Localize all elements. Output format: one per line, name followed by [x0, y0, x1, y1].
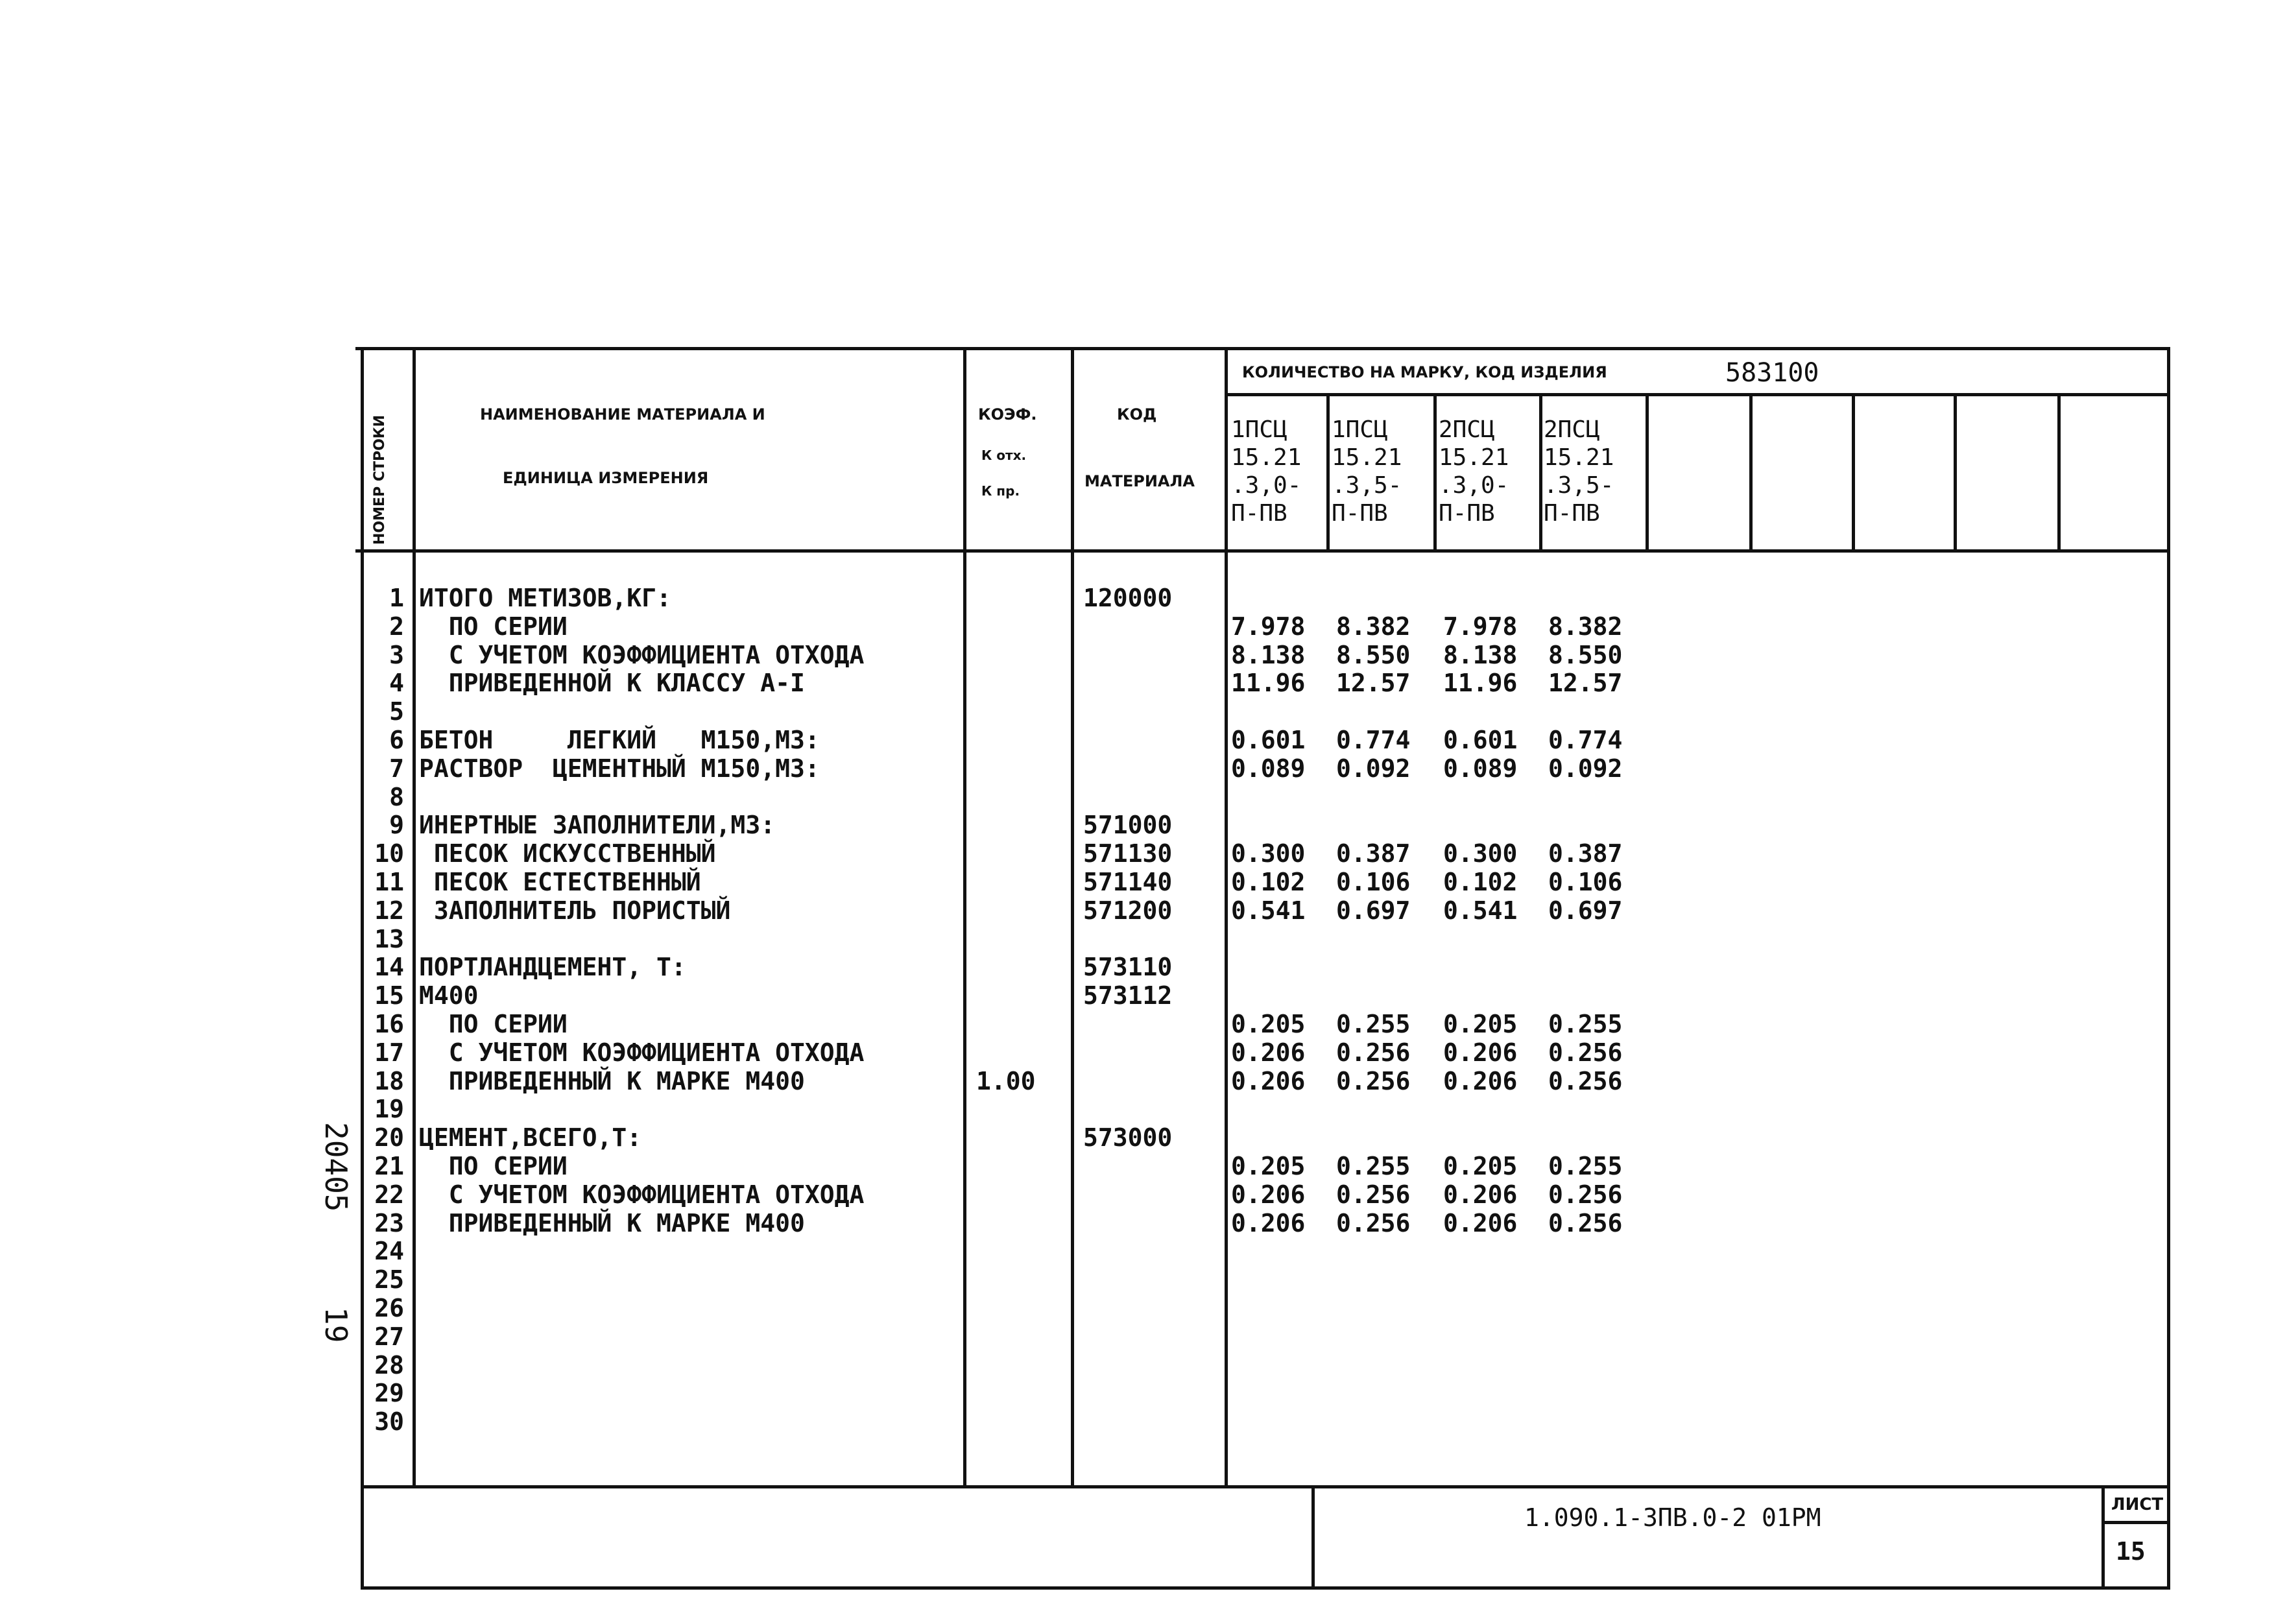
quantity-value: 0.697: [1336, 896, 1411, 925]
row-number: 8: [389, 783, 404, 811]
material-name: ПО СЕРИИ: [419, 1010, 568, 1038]
quantity-value: 0.089: [1443, 754, 1518, 783]
quantity-value: 0.256: [1548, 1067, 1623, 1095]
row-number: 27: [374, 1322, 404, 1351]
quantity-value: 0.206: [1231, 1180, 1306, 1209]
page-mark: 19: [318, 1307, 353, 1343]
koef-header-line2: К отх.: [981, 448, 1027, 463]
archive-number: 20405: [318, 1122, 353, 1212]
frame-top: [355, 347, 2170, 350]
quantity-value: 8.382: [1336, 612, 1411, 641]
document-code: 1.090.1-3ПВ.0-2 01РМ: [1524, 1503, 1821, 1532]
quantity-value: 0.256: [1336, 1038, 1411, 1067]
sheet-number: 15: [2116, 1537, 2146, 1566]
quantity-value: 0.387: [1548, 839, 1623, 868]
material-name: ЗАПОЛНИТЕЛЬ ПОРИСТЫЙ: [419, 896, 731, 925]
material-code: 571140: [1083, 868, 1173, 896]
row-number: 28: [374, 1351, 404, 1379]
qcol-divider-1: [1326, 393, 1330, 553]
quantity-value: 8.382: [1548, 612, 1623, 641]
column-4-header-line1: 2ПСЦ: [1544, 416, 1600, 443]
quantity-value: 0.102: [1231, 868, 1306, 896]
row-number: 3: [389, 641, 404, 669]
material-code: 573000: [1083, 1123, 1173, 1152]
quantity-value: 8.550: [1336, 641, 1411, 669]
material-name: РАСТВОР ЦЕМЕНТНЫЙ М150,М3:: [419, 754, 820, 783]
quantity-value: 0.300: [1231, 839, 1306, 868]
quantity-value: 0.102: [1443, 868, 1518, 896]
qcol-divider-6: [1852, 393, 1855, 553]
qcol-divider-5: [1749, 393, 1753, 553]
code-header-line1: КОД: [1117, 405, 1157, 424]
quantity-value: 0.106: [1548, 868, 1623, 896]
material-code: 571000: [1083, 811, 1173, 839]
quantity-value: 0.387: [1336, 839, 1411, 868]
material-name: ЦЕМЕНТ,ВСЕГО,Т:: [419, 1123, 642, 1152]
frame-quantity-divider: [1228, 393, 2170, 396]
quantity-value: 0.256: [1336, 1067, 1411, 1095]
quantity-value: 8.138: [1443, 641, 1518, 669]
quantity-value: 0.255: [1548, 1152, 1623, 1180]
quantity-value: 0.206: [1443, 1180, 1518, 1209]
material-code: 571130: [1083, 839, 1173, 868]
row-number: 4: [389, 669, 404, 697]
row-number: 19: [374, 1095, 404, 1123]
quantity-value: 0.205: [1231, 1010, 1306, 1038]
frame-bottom: [361, 1586, 2170, 1590]
column-2-header-line2: 15.21: [1332, 444, 1402, 471]
row-number: 15: [374, 981, 404, 1010]
qcol-divider-8: [2057, 393, 2061, 553]
column-4-header-line4: П-ПВ: [1544, 500, 1600, 527]
row-number: 17: [374, 1038, 404, 1067]
column-2-header-line4: П-ПВ: [1332, 500, 1388, 527]
quantity-value: 0.601: [1443, 726, 1518, 754]
quantity-value: 0.774: [1548, 726, 1623, 754]
quantity-value: 0.206: [1231, 1038, 1306, 1067]
row-number: 30: [374, 1407, 404, 1436]
row-number: 13: [374, 925, 404, 953]
row-number: 22: [374, 1180, 404, 1209]
material-name: ПРИВЕДЕННЫЙ К МАРКЕ М400: [419, 1067, 805, 1095]
quantity-value: 0.697: [1548, 896, 1623, 925]
quantity-header: КОЛИЧЕСТВО НА МАРКУ, КОД ИЗДЕЛИЯ: [1242, 363, 1607, 381]
quantity-value: 0.255: [1336, 1010, 1411, 1038]
quantity-value: 0.256: [1548, 1180, 1623, 1209]
row-number: 25: [374, 1265, 404, 1294]
quantity-value: 0.541: [1443, 896, 1518, 925]
product-code: 583100: [1725, 358, 1819, 388]
quantity-value: 0.206: [1231, 1209, 1306, 1237]
frame-header-bottom: [355, 549, 2170, 553]
quantity-value: 0.089: [1231, 754, 1306, 783]
quantity-value: 0.541: [1231, 896, 1306, 925]
quantity-value: 0.106: [1336, 868, 1411, 896]
quantity-value: 0.206: [1231, 1067, 1306, 1095]
code-header-line2: МАТЕРИАЛА: [1084, 472, 1195, 490]
column-2-header-line1: 1ПСЦ: [1332, 416, 1388, 443]
column-1-header-line3: .3,0-: [1231, 472, 1302, 499]
frame-body-bottom: [361, 1485, 2170, 1488]
waste-coefficient: 1.00: [976, 1067, 1036, 1095]
quantity-value: 0.255: [1336, 1152, 1411, 1180]
quantity-value: 0.092: [1336, 754, 1411, 783]
material-code: 571200: [1083, 896, 1173, 925]
material-name: ИТОГО МЕТИЗОВ,КГ:: [419, 584, 671, 612]
material-name: ПОРТЛАНДЦЕМЕНТ, Т:: [419, 953, 686, 981]
material-name: ПО СЕРИИ: [419, 1152, 568, 1180]
row-number: 29: [374, 1379, 404, 1407]
quantity-value: 11.96: [1443, 669, 1518, 697]
quantity-value: 11.96: [1231, 669, 1306, 697]
row-number: 14: [374, 953, 404, 981]
quantity-value: 7.978: [1231, 612, 1306, 641]
material-name: М400: [419, 981, 479, 1010]
quantity-value: 0.774: [1336, 726, 1411, 754]
row-number: 12: [374, 896, 404, 925]
column-3-header-line3: .3,0-: [1439, 472, 1509, 499]
quantity-value: 12.57: [1548, 669, 1623, 697]
row-number: 11: [374, 868, 404, 896]
row-number: 1: [389, 584, 404, 612]
frame-right: [2167, 347, 2170, 1590]
column-3-header-line1: 2ПСЦ: [1439, 416, 1495, 443]
row-number: 2: [389, 612, 404, 641]
material-name: С УЧЕТОМ КОЭФФИЦИЕНТА ОТХОДА: [419, 1038, 865, 1067]
row-number: 26: [374, 1294, 404, 1322]
column-1-header-line2: 15.21: [1231, 444, 1302, 471]
quantity-value: 12.57: [1336, 669, 1411, 697]
material-name: ИНЕРТНЫЕ ЗАПОЛНИТЕЛИ,М3:: [419, 811, 776, 839]
column-2-header-line3: .3,5-: [1332, 472, 1402, 499]
sheet-box-divider: [2101, 1521, 2170, 1524]
stamp-divider: [1311, 1485, 1315, 1590]
row-number: 7: [389, 754, 404, 783]
quantity-value: 0.256: [1548, 1209, 1623, 1237]
divider-koef: [1071, 347, 1074, 1488]
column-1-header-line1: 1ПСЦ: [1231, 416, 1287, 443]
column-4-header-line3: .3,5-: [1544, 472, 1614, 499]
qcol-divider-4: [1646, 393, 1649, 553]
divider-rownum: [413, 347, 416, 1488]
quantity-value: 0.205: [1231, 1152, 1306, 1180]
quantity-value: 0.256: [1336, 1180, 1411, 1209]
row-number: 9: [389, 811, 404, 839]
quantity-value: 8.550: [1548, 641, 1623, 669]
material-name: С УЧЕТОМ КОЭФФИЦИЕНТА ОТХОДА: [419, 1180, 865, 1209]
name-header-line1: НАИМЕНОВАНИЕ МАТЕРИАЛА И: [480, 405, 765, 424]
row-number: 18: [374, 1067, 404, 1095]
row-number: 21: [374, 1152, 404, 1180]
koef-header-line3: К пр.: [981, 483, 1020, 499]
material-code: 573110: [1083, 953, 1173, 981]
row-number: 16: [374, 1010, 404, 1038]
quantity-value: 0.255: [1548, 1010, 1623, 1038]
material-name: С УЧЕТОМ КОЭФФИЦИЕНТА ОТХОДА: [419, 641, 865, 669]
quantity-value: 0.601: [1231, 726, 1306, 754]
material-code: 573112: [1083, 981, 1173, 1010]
divider-name: [963, 347, 966, 1488]
quantity-value: 0.205: [1443, 1152, 1518, 1180]
quantity-value: 0.256: [1548, 1038, 1623, 1067]
row-number: 5: [389, 697, 404, 726]
column-3-header-line4: П-ПВ: [1439, 500, 1495, 527]
quantity-value: 0.256: [1336, 1209, 1411, 1237]
qcol-divider-2: [1433, 393, 1437, 553]
quantity-value: 0.206: [1443, 1067, 1518, 1095]
quantity-value: 0.092: [1548, 754, 1623, 783]
material-name: ПО СЕРИИ: [419, 612, 568, 641]
row-number: 10: [374, 839, 404, 868]
divider-code: [1225, 347, 1228, 1488]
column-4-header-line2: 15.21: [1544, 444, 1614, 471]
column-1-header-line4: П-ПВ: [1231, 500, 1287, 527]
quantity-value: 0.206: [1443, 1209, 1518, 1237]
quantity-value: 0.205: [1443, 1010, 1518, 1038]
quantity-value: 0.206: [1443, 1038, 1518, 1067]
material-name: ПЕСОК ИСКУССТВЕННЫЙ: [419, 839, 716, 868]
row-number: 24: [374, 1237, 404, 1265]
row-number: 20: [374, 1123, 404, 1152]
material-name: ПЕСОК ЕСТЕСТВЕННЫЙ: [419, 868, 701, 896]
row-number: 23: [374, 1209, 404, 1237]
material-name: БЕТОН ЛЕГКИЙ М150,М3:: [419, 726, 820, 754]
sheet-label: ЛИСТ: [2111, 1495, 2164, 1514]
row-number-header: НОМЕР СТРОКИ: [372, 414, 388, 545]
koef-header-line1: КОЭФ.: [978, 405, 1037, 424]
qcol-divider-3: [1539, 393, 1542, 553]
qcol-divider-7: [1954, 393, 1957, 553]
row-number: 6: [389, 726, 404, 754]
material-name: ПРИВЕДЕННЫЙ К МАРКЕ М400: [419, 1209, 805, 1237]
name-header-line2: ЕДИНИЦА ИЗМЕРЕНИЯ: [503, 469, 709, 487]
material-code: 120000: [1083, 584, 1173, 612]
quantity-value: 7.978: [1443, 612, 1518, 641]
column-3-header-line2: 15.21: [1439, 444, 1509, 471]
sheet-box-left: [2101, 1485, 2105, 1590]
material-name: ПРИВЕДЕННОЙ К КЛАССУ А-I: [419, 669, 805, 697]
quantity-value: 8.138: [1231, 641, 1306, 669]
quantity-value: 0.300: [1443, 839, 1518, 868]
frame-left: [361, 347, 364, 1590]
